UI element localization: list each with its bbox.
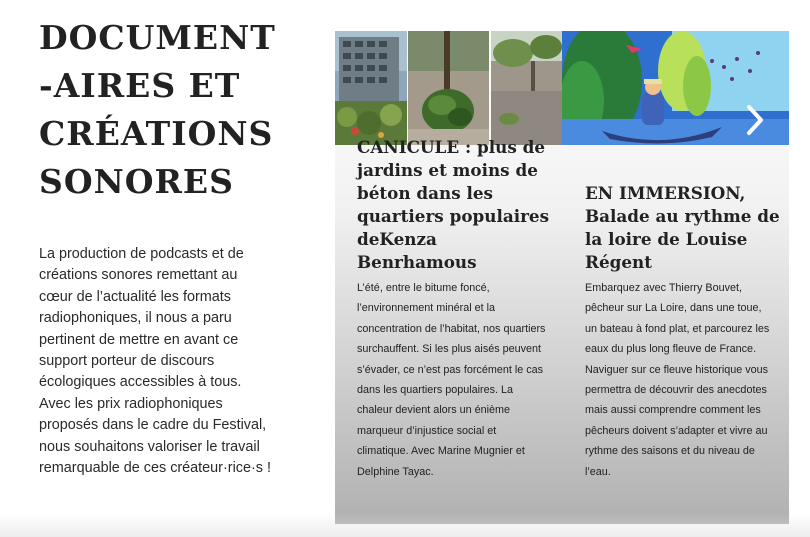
carousel-next-button[interactable] (740, 103, 770, 137)
podcast-carousel (335, 31, 789, 524)
card-image-tree (408, 31, 489, 145)
card-image-garden (491, 31, 562, 145)
section-intro (39, 14, 276, 479)
section-title: DOCUMENT -AIRES ET CRÉATIONS SONORES (39, 18, 276, 201)
section-description: La production de podcasts et de créations sonores remettant au cœur de l’actualité les formats radiophoniques, il nous a paru pertinent de mettre en avant ce support porteur de discours écologiques accessibles à tous. Avec les prix radiophoniques proposés dans le cadre du Festival, nous souhaitons valoriser le travail remarquable de ces créateur·rice·s ! (39, 246, 271, 477)
chevron-right-icon (740, 103, 770, 137)
card-image-building (335, 31, 407, 145)
card-title[interactable]: EN IMMERSION, Balade au rythme de la loire de Louise Régent (585, 183, 780, 272)
card-title[interactable]: CANICULE : plus de jardins et moins de béton dans les quartiers populaires deKenza Benrhamous (357, 137, 550, 272)
card-description: L’été, entre le bitume foncé, l’environnement minéral et la concentration de l’habitat, nos quartiers surchauffent. Si les plus aisés peuvent s’évader, ce n’est pas forcément le cas dans les quartiers populaires. La chaleur devient alors un énième marqueur d’injustice social et climatique. Avec Marine Mugnier et Delphine Tayac. (357, 282, 546, 478)
card-description: Embarquez avec Thierry Bouvet, pêcheur sur La Loire, dans une toue, un bateau à fond plat, et parcourez les eaux du plus long fleuve de France. Naviguer sur ce fleuve historique vous permettra de découvrir des anecdotes mais aussi comprendre comment les pêcheurs doivent s’adapter et vivre au rythme des saisons et du niveau de l’eau. (585, 282, 770, 478)
podcast-card-canicule[interactable] (335, 31, 562, 524)
